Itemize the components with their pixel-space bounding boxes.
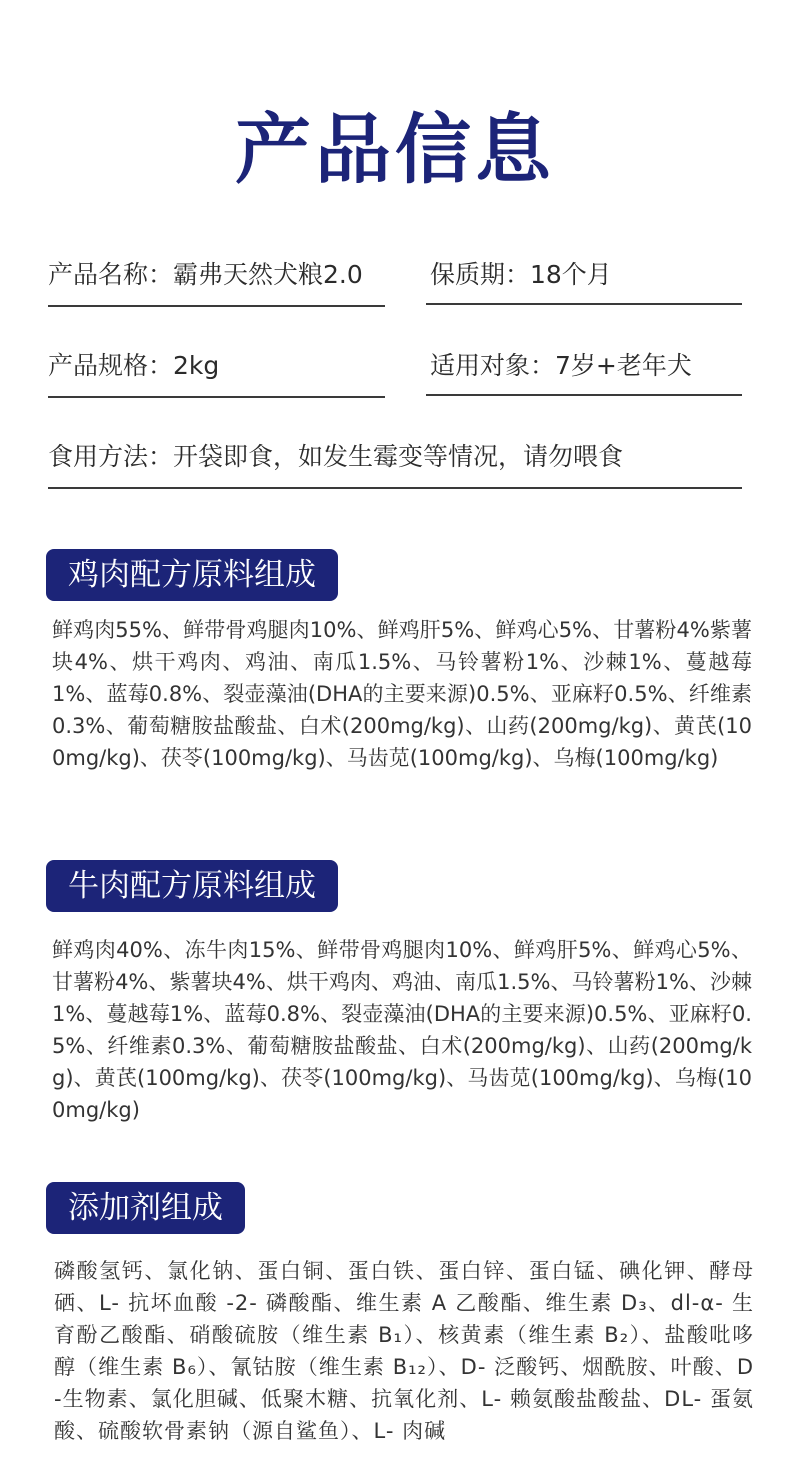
chicken-formula-heading: 鸡肉配方原料组成: [46, 549, 338, 601]
product-spec-field: 产品规格：2kg: [48, 346, 385, 398]
shelf-life-field: 保质期：18个月: [426, 255, 742, 305]
usage-field: 食用方法：开袋即食，如发生霉变等情况，请勿喂食: [48, 437, 742, 489]
chicken-ingredients-text: 鲜鸡肉55%、鲜带骨鸡腿肉10%、鲜鸡肝5%、鲜鸡心5%、甘薯粉4%紫薯块4%、烘干鸡肉、鸡油、南瓜1.5%、马铃薯粉1%、沙棘1%、蔓越莓1%、蓝莓0.8%、裂壶藻油(DHA的主要来源)0.5%、亚麻籽0.5%、纤维素0.3%、葡萄糖胺盐酸盐、白术(200mg/kg)、山药(200mg/kg)、黄芪(100mg/kg)、茯苓(100mg/kg)、马齿苋(100mg/kg)、乌梅(100mg/kg): [52, 618, 752, 770]
additives-ingredients-text: 磷酸氢钙、氯化钠、蛋白铜、蛋白铁、蛋白锌、蛋白锰、碘化钾、酵母硒、L- 抗坏血酸 -2- 磷酸酯、维生素 A 乙酸酯、维生素 D₃、dl-α- 生育酚乙酸酯、硝酸硫胺（维生素 B₁）、核黄素（维生素 B₂）、盐酸吡哆醇（维生素 B₆）、氰钴胺（维生素 B₁₂）、D- 泛酸钙、烟酰胺、叶酸、D-生物素、氯化胆碱、低聚木糖、抗氧化剂、L- 赖氨酸盐酸盐、DL- 蛋氨酸、硫酸软骨素钠（源自鲨鱼）、L- 肉碱: [54, 1259, 754, 1443]
target-audience-field: 适用对象：7岁+老年犬: [426, 346, 742, 396]
beef-formula-heading: 牛肉配方原料组成: [46, 860, 338, 912]
product-name-field: 产品名称：霸弗天然犬粮2.0: [48, 255, 385, 307]
beef-ingredients-text: 鲜鸡肉40%、冻牛肉15%、鲜带骨鸡腿肉10%、鲜鸡肝5%、鲜鸡心5%、甘薯粉4%、紫薯块4%、烘干鸡肉、鸡油、南瓜1.5%、马铃薯粉1%、沙棘1%、蔓越莓1%、蓝莓0.8%、裂壶藻油(DHA的主要来源)0.5%、亚麻籽0.5%、纤维素0.3%、葡萄糖胺盐酸盐、白术(200mg/kg)、山药(200mg/kg)、黄芪(100mg/kg)、茯苓(100mg/kg)、马齿苋(100mg/kg)、乌梅(100mg/kg): [52, 938, 752, 1122]
page-title: 产品信息: [235, 105, 555, 194]
additives-heading: 添加剂组成: [46, 1182, 245, 1234]
